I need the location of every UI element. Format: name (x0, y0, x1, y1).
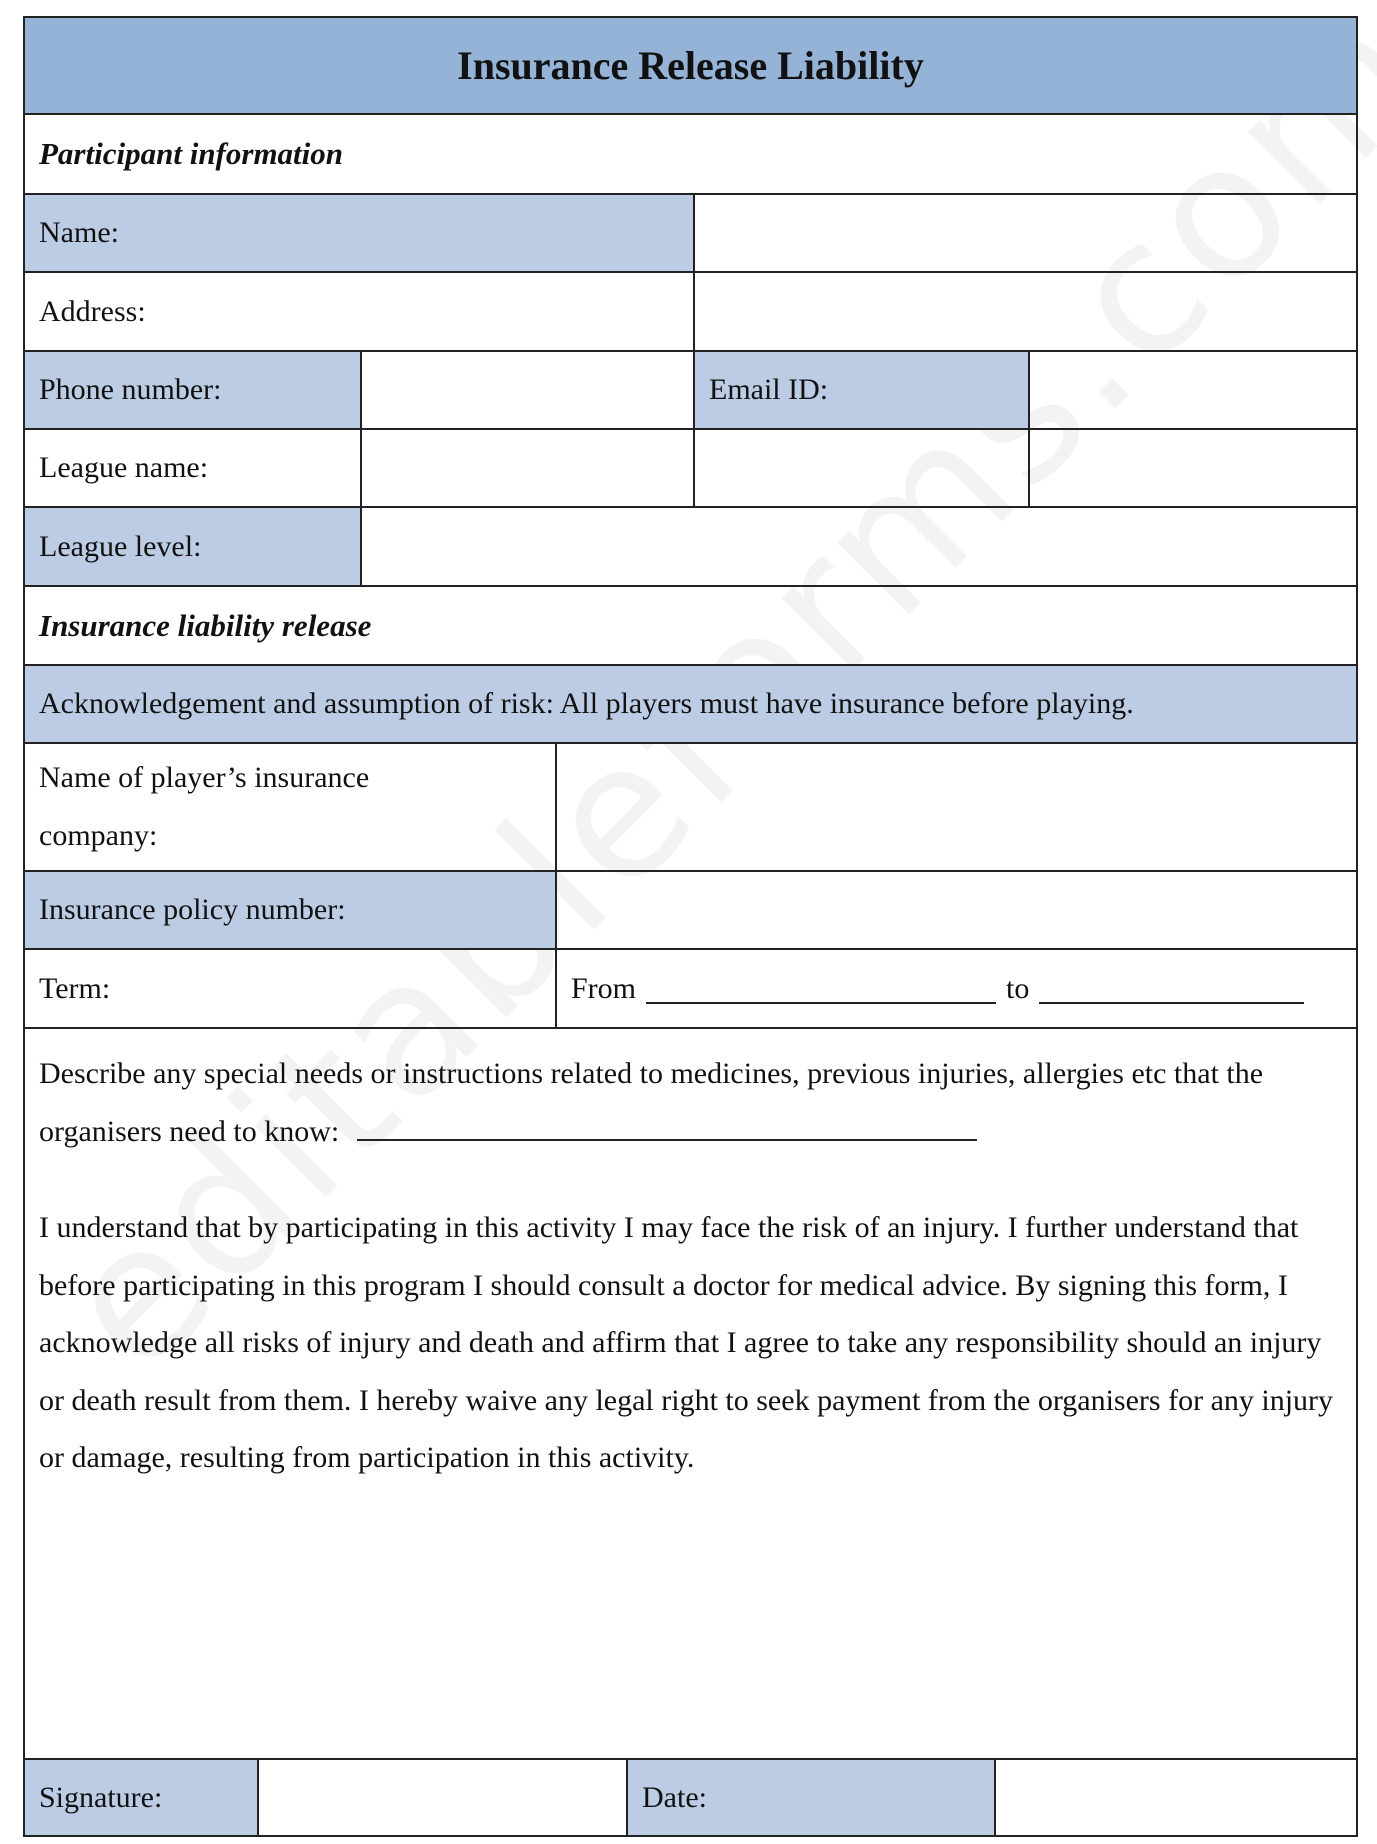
insurance-release-form (23, 16, 1358, 1837)
participant-section-heading: Participant information (39, 136, 344, 171)
term-from-label: From (571, 971, 637, 1005)
policy-number-label: Insurance policy number: (25, 872, 555, 948)
term-to-field[interactable] (1039, 974, 1304, 1004)
league-level-row (25, 506, 1356, 585)
phone-field[interactable] (360, 352, 693, 428)
email-label: Email ID: (693, 352, 1028, 428)
email-field[interactable] (1028, 352, 1356, 428)
address-row (25, 271, 1356, 350)
date-label: Date: (626, 1760, 994, 1835)
term-row (25, 948, 1356, 1027)
league-name-extra-field[interactable] (693, 430, 1028, 506)
term-range (555, 950, 1356, 1027)
insurance-company-field[interactable] (555, 744, 1356, 870)
policy-number-field[interactable] (555, 872, 1356, 948)
release-section-row (25, 585, 1356, 664)
signature-label: Signature: (25, 1760, 257, 1835)
policy-number-row (25, 870, 1356, 948)
phone-label: Phone number: (25, 352, 360, 428)
special-needs-block (39, 1045, 1342, 1160)
address-field[interactable] (693, 273, 1356, 350)
title-row (25, 18, 1356, 113)
name-field[interactable] (693, 195, 1356, 271)
acknowledgement-text: Acknowledgement and assumption of risk: All players must have insurance before playing. (25, 666, 1356, 742)
name-row (25, 193, 1356, 271)
signature-date-row (25, 1758, 1356, 1835)
special-needs-text: Describe any special needs or instructions related to medicines, previous injuries, allergies etc that the organisers need to know: (39, 1057, 1264, 1148)
declaration-text: I understand that by participating in this activity I may face the risk of an injury. I further understand that before participating in this program I should consult a doctor for medical advice. By signing this form, I acknowledge all risks of injury and death and affirm that I agree to take any responsibility should an injury or death result from them. I hereby waive any legal right to seek payment from the organisers for any injury or damage, resulting from participation in this activity. (39, 1211, 1334, 1474)
insurance-company-label: Name of player’s insurance company: (39, 761, 370, 852)
insurance-company-row (25, 742, 1356, 870)
league-name-field[interactable] (360, 430, 693, 506)
league-name-row (25, 428, 1356, 506)
name-label: Name: (25, 195, 693, 271)
term-to-label: to (1006, 971, 1030, 1005)
signature-field[interactable] (257, 1760, 626, 1835)
term-from-field[interactable] (646, 974, 996, 1004)
league-name-extra-field-2[interactable] (1028, 430, 1356, 506)
form-title: Insurance Release Liability (25, 18, 1356, 113)
term-label: Term: (39, 971, 111, 1005)
participant-section-row (25, 113, 1356, 193)
address-label: Address: (39, 294, 146, 328)
phone-email-row (25, 350, 1356, 428)
date-field[interactable] (994, 1760, 1356, 1835)
statement-row (25, 1027, 1356, 1758)
special-needs-field[interactable] (357, 1111, 977, 1141)
league-level-field[interactable] (360, 508, 1356, 585)
league-name-label: League name: (39, 451, 209, 484)
league-level-label: League level: (25, 508, 360, 585)
release-section-heading: Insurance liability release (39, 607, 372, 643)
acknowledgement-row (25, 664, 1356, 742)
